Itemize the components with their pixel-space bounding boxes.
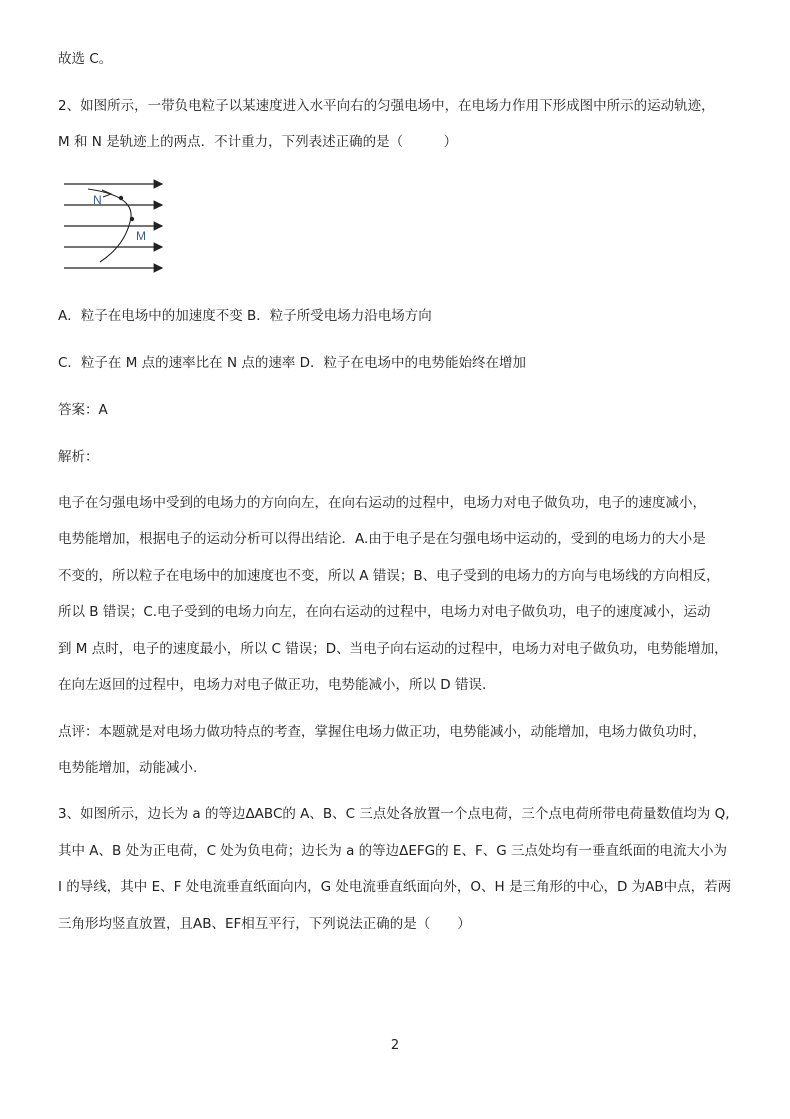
q2-analysis-line-2: 电势能增加，根据电子的运动分析可以得出结论．A.由于电子是在匀强电场中运动的，受到的电场力的大小是 <box>58 531 706 547</box>
point-m-label: M <box>136 229 146 243</box>
q2-comment-line-2: 电势能增加，动能减小. <box>58 760 198 776</box>
q2-analysis-line-5: 到 M 点时，电子的速度最小，所以 C 错误；D、当电子向右运动的过程中，电场力对电子做负功，电势能增加， <box>58 641 728 657</box>
q1-conclusion: 故选 C。 <box>58 51 113 67</box>
q2-analysis-line-6: 在向左返回的过程中，电场力对电子做正功，电势能减小，所以 D 错误. <box>58 677 487 693</box>
q2-answer: 答案：A <box>58 402 108 418</box>
q2-options-cd: C．粒子在 M 点的速率比在 N 点的速率 D．粒子在电场中的电势能始终在增加 <box>58 355 527 371</box>
electric-field-trajectory-figure <box>58 176 168 276</box>
q3-stem-line-4: 三角形均竖直放置，且AB、EF相互平行，下列说法正确的是（ ） <box>58 916 471 932</box>
q2-stem-line-1: 2、如图所示，一带负电粒子以某速度进入水平向右的匀强电场中，在电场力作用下形成图中所示的运动轨迹， <box>58 98 715 114</box>
trajectory-direction-arrow <box>102 190 111 197</box>
q2-analysis-line-1: 电子在匀强电场中受到的电场力的方向向左，在向右运动的过程中，电场力对电子做负功，电子的速度减小， <box>58 495 706 511</box>
q2-analysis-title: 解析： <box>58 449 99 465</box>
point-n-label: N <box>93 193 102 207</box>
q2-analysis-line-3: 不变的，所以粒子在电场中的加速度也不变，所以 A 错误；B、电子受到的电场力的方向与电场线的方向相反， <box>58 568 720 584</box>
q2-stem-line-2: M 和 N 是轨迹上的两点．不计重力，下列表述正确的是（ ） <box>58 134 458 150</box>
q3-stem-line-2: 其中 A、B 处为正电荷，C 处为负电荷；边长为 a 的等边ΔEFG的 E、F、G 三点处均有一垂直纸面的电流大小为 <box>58 843 727 859</box>
q2-options-ab: A．粒子在电场中的加速度不变 B．粒子所受电场力沿电场方向 <box>58 308 432 324</box>
point-m-dot <box>130 217 134 221</box>
q3-stem-line-1: 3、如图所示，边长为 a 的等边ΔABC的 A、B、C 三点处各放置一个点电荷，三个点电荷所带电荷量数值均为 Q, <box>58 806 730 822</box>
q3-stem-line-3: I 的导线，其中 E、F 处电流垂直纸面向内，G 处电流垂直纸面向外，O、H 是三角形的中心，D 为AB中点，若两 <box>58 879 732 895</box>
q2-comment-line-1: 点评：本题就是对电场力做功特点的考查，掌握住电场力做正功，电势能减小，动能增加，电场力做负功时， <box>58 724 706 740</box>
point-n-dot <box>119 196 123 200</box>
page-number: 2 <box>390 1038 400 1053</box>
q2-analysis-line-4: 所以 B 错误；C.电子受到的电场力向左，在向右运动的过程中，电场力对电子做负功，电子的速度减小，运动 <box>58 604 711 620</box>
